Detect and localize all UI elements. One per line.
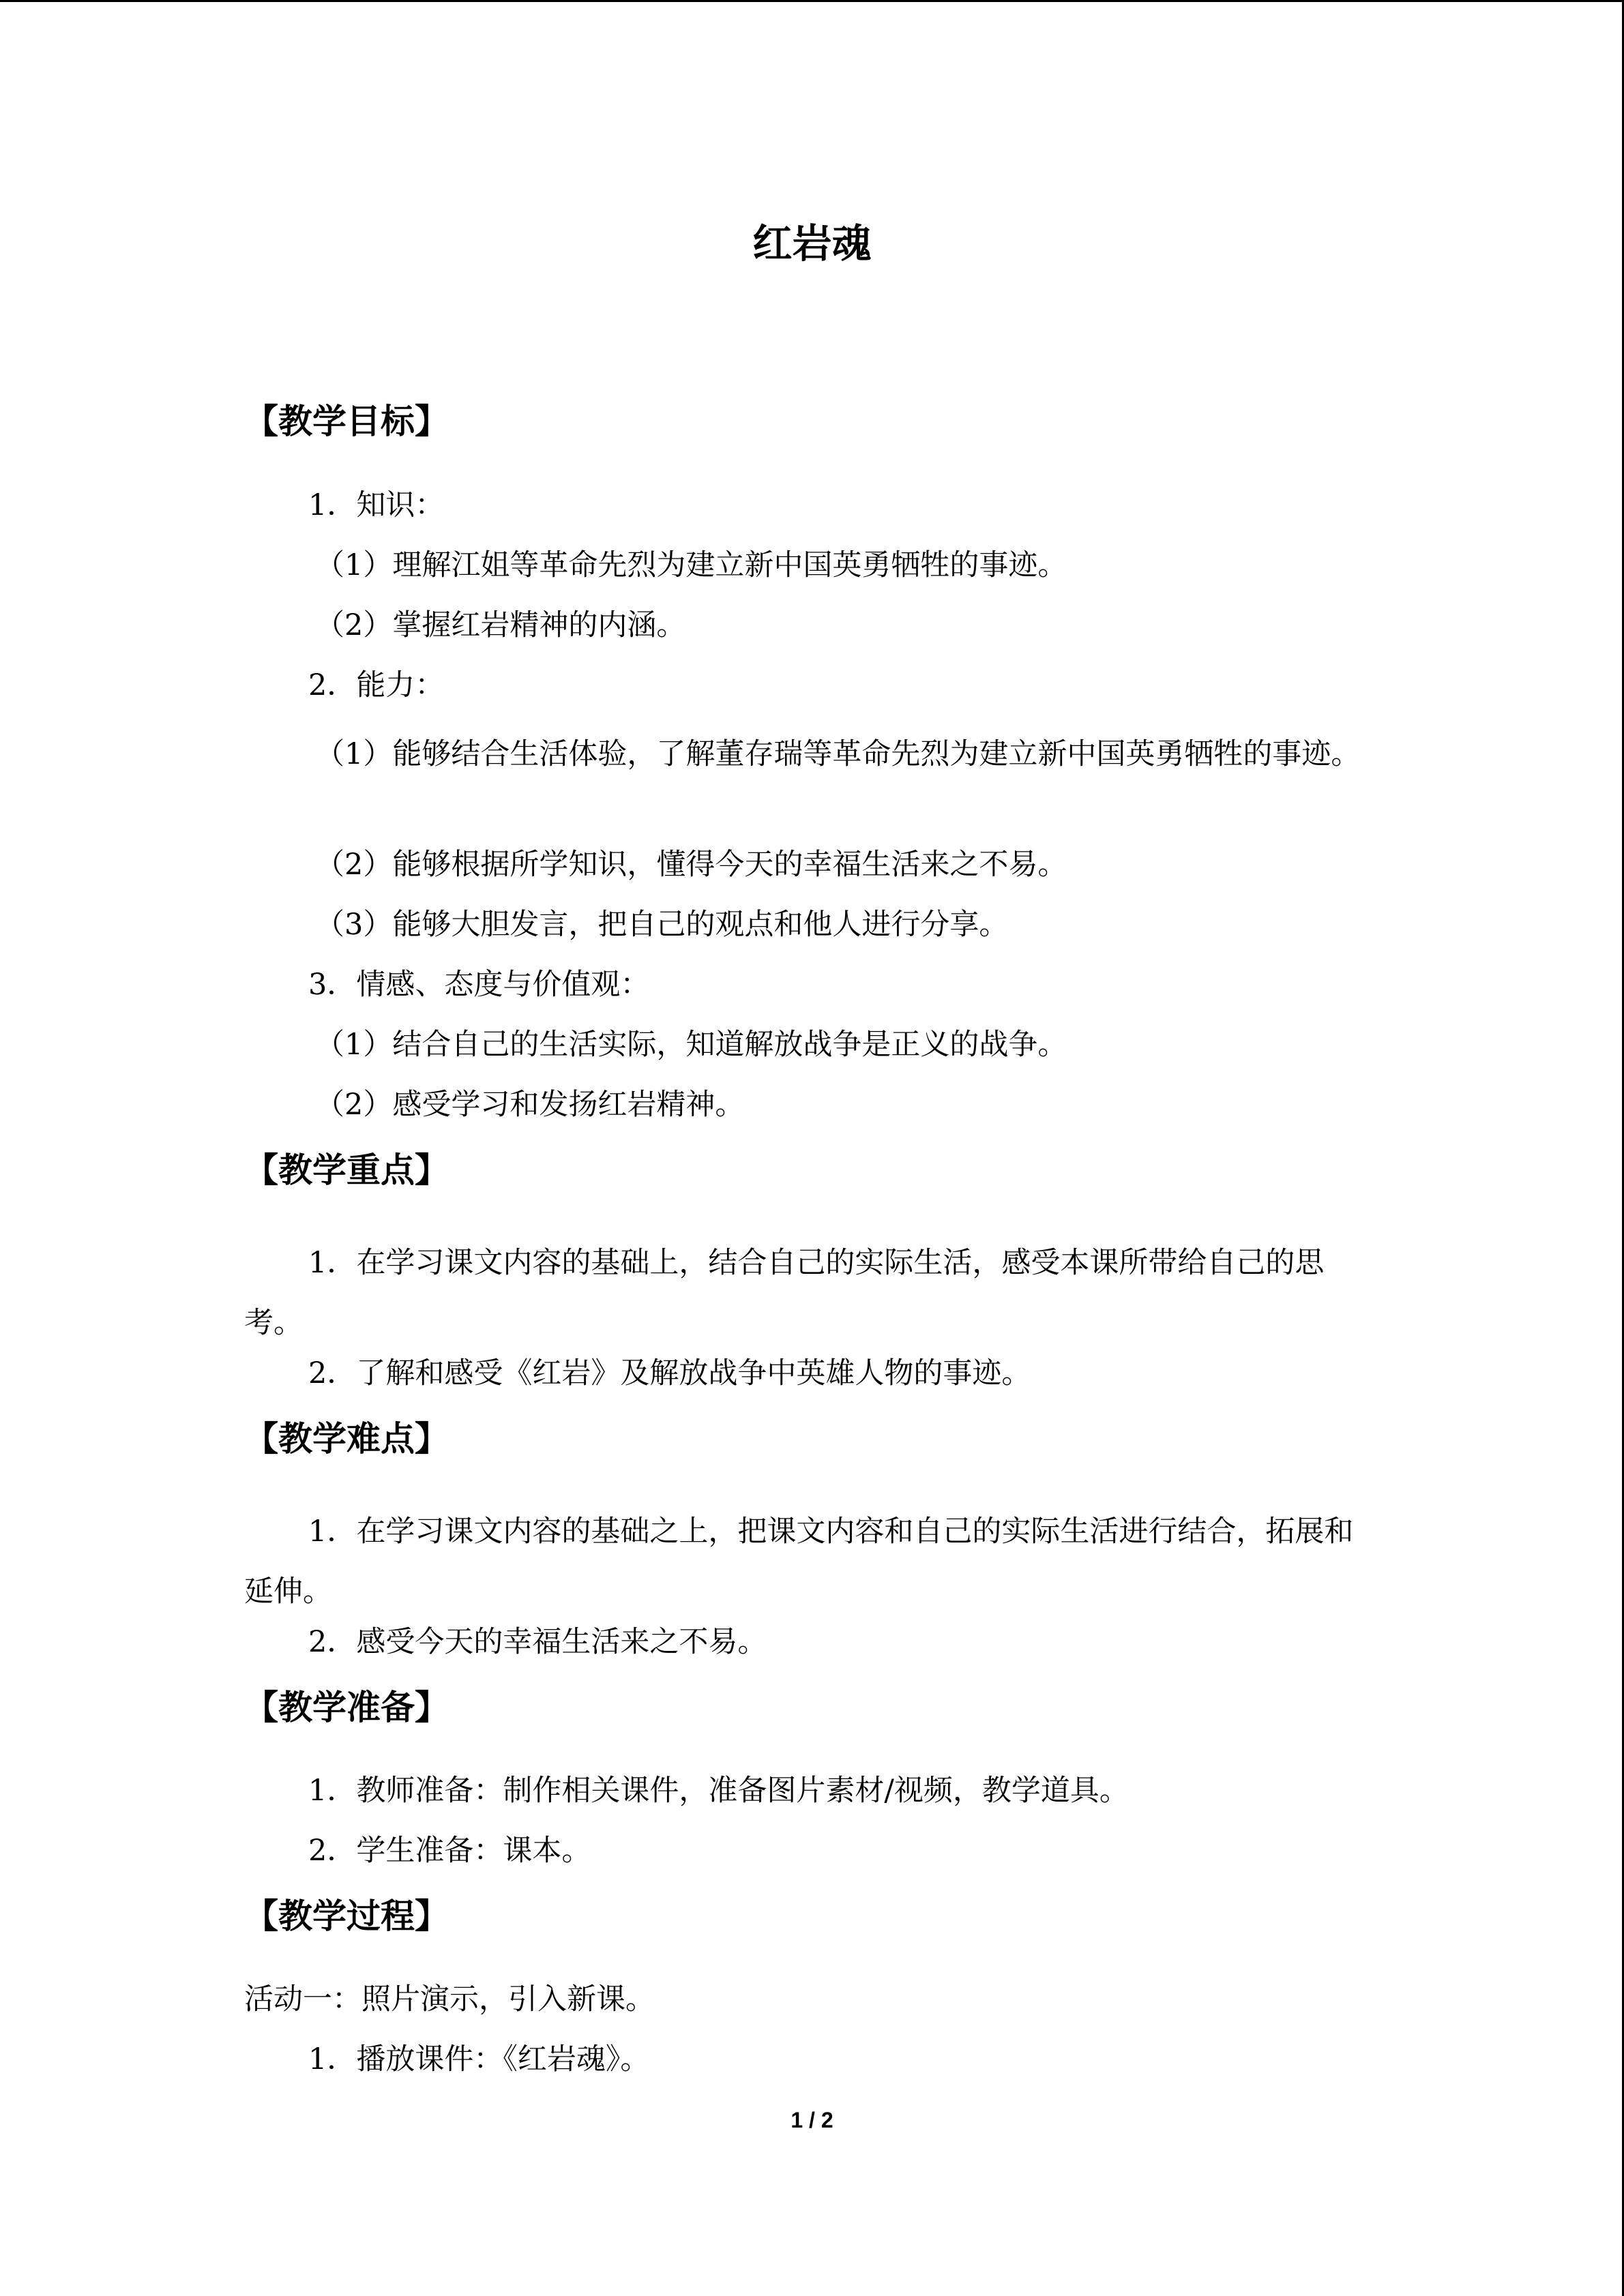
goals-e2: （2）感受学习和发扬红岩精神。 xyxy=(315,1088,745,1122)
goals-emotion: 3．情感、态度与价值观： xyxy=(308,968,650,1002)
goals-a1: （1）能够结合生活体验，了解董存瑞等革命先烈为建立新中国英勇牺牲的事迹。 xyxy=(315,737,1361,771)
goals-a3: （3）能够大胆发言，把自己的观点和他人进行分享。 xyxy=(315,908,1009,942)
prep-p2: 2．学生准备：课本。 xyxy=(308,1834,591,1868)
goals-k1: （1）理解江姐等革命先烈为建立新中国英勇牺牲的事迹。 xyxy=(315,548,1067,582)
section-heading-process: 【教学过程】 xyxy=(244,1896,449,1936)
process-p1: 1．播放课件：《红岩魂》。 xyxy=(308,2042,650,2076)
page-title: 红岩魂 xyxy=(752,220,872,267)
section-heading-goals: 【教学目标】 xyxy=(244,402,449,441)
goals-knowledge: 1．知识： xyxy=(308,488,445,522)
goals-k2: （2）掌握红岩精神的内涵。 xyxy=(315,608,686,642)
key-p2: 2．了解和感受《红岩》及解放战争中英雄人物的事迹。 xyxy=(308,1356,1031,1390)
difficult-p2: 2．感受今天的幸福生活来之不易。 xyxy=(308,1625,767,1659)
page-number: 1 / 2 xyxy=(791,2108,833,2132)
prep-p1: 1．教师准备：制作相关课件，准备图片素材/视频，教学道具。 xyxy=(308,1774,1129,1808)
goals-a2: （2）能够根据所学知识，懂得今天的幸福生活来之不易。 xyxy=(315,848,1067,882)
section-heading-difficult: 【教学难点】 xyxy=(244,1419,449,1459)
goals-e1: （1）结合自己的生活实际，知道解放战争是正义的战争。 xyxy=(315,1028,1067,1062)
process-activity1: 活动一：照片演示，引入新课。 xyxy=(244,1982,655,2016)
key-p1: 1．在学习课文内容的基础上，结合自己的实际生活，感受本课所带给自己的思考。 xyxy=(244,1246,1325,1340)
goals-ability: 2．能力： xyxy=(308,668,445,702)
difficult-p1: 1．在学习课文内容的基础之上，把课文内容和自己的实际生活进行结合，拓展和延伸。 xyxy=(244,1515,1354,1609)
section-heading-prep: 【教学准备】 xyxy=(244,1688,449,1727)
section-heading-key: 【教学重点】 xyxy=(244,1150,449,1190)
